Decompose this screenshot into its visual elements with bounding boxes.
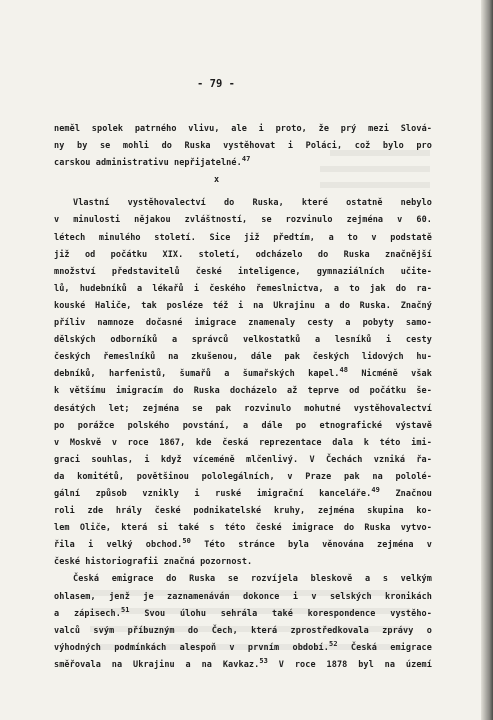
page-number: - 79 - (197, 78, 235, 90)
text-line: po porážce polského povstání, a dále po etnografické výstavě (54, 420, 432, 431)
text-line: již od počátku XIX. století, odcházelo do Ruska značnější (54, 249, 432, 260)
text-line: graci souhlas, i když víceméně mlčenlivý. V Čechách vzniká řa- (54, 454, 432, 465)
footnote-ref-52: 52 (329, 639, 338, 648)
footnote-ref-50: 50 (182, 537, 191, 546)
text-line: množství představitelů české inteligence, gymnaziálních učite- (54, 266, 432, 277)
text-line: v minulosti nějakou zvláštností, se rozvinulo zejména v 60. (54, 215, 432, 226)
text-segment: Svou úlohu sehrála také korespondence vystěho- (129, 608, 432, 619)
text-segment: V roce 1878 byl na území (268, 659, 432, 670)
text-line: da komitétů, povětšinou pololegálních, v Praze pak na pololé- (54, 471, 432, 482)
scanner-page-edge (481, 0, 493, 720)
text-line: lem Oliče, která si také s této české imigrace do Ruska vytvo- (54, 523, 432, 534)
text-line: k většímu imigracím do Ruska docházelo až teprve od počátku še- (54, 386, 432, 397)
text-line: dělských odborníků a správců velkostatků a lesníků i cesty (54, 335, 432, 346)
text-line: roli zde hrály české podnikatelské kruhy, zejména skupina ko- (54, 506, 432, 517)
text-line: desátých let; zejména se pak rozvinulo mohutné vystěhovalectví (54, 403, 432, 414)
text-line: lů, hudebníků a lékařů i českého řemeslnictva, a to jak do ra- (54, 283, 432, 294)
text-line: v Moskvě v roce 1867, kde česká reprezentace dala k této imi- (54, 437, 432, 448)
text-segment: Česká emigrace (337, 642, 432, 653)
text-line (54, 657, 432, 674)
text-line: české historiografii značná pozornost. (54, 557, 253, 568)
text-line: ohlasem, jenž je zaznamenáván dokonce i v selských kronikách (54, 591, 432, 602)
text-segment: směřovala na Ukrajinu a na Kavkaz. (54, 659, 260, 670)
body-text (54, 121, 432, 674)
text-segment: carskou administrativu nepřijatelné. (54, 158, 242, 169)
text-line: českých řemeslníků na zkušenou, dále pak českých lidových hu- (54, 352, 432, 363)
text-line (54, 537, 432, 554)
footnote-ref-49: 49 (371, 485, 380, 494)
footnote-ref-48: 48 (339, 366, 349, 375)
text-segment: Této stránce byla věnována zejména v (190, 540, 432, 551)
text-segment: výhodných podmínkách alespoň v prvním období. (54, 642, 329, 653)
text-line (54, 366, 432, 383)
text-segment: Značnou (379, 488, 432, 499)
text-line (54, 640, 432, 657)
section-separator: x (214, 175, 220, 186)
text-line: ny by se mohli do Ruska vystěhovat i Poláci, což bylo pro (54, 141, 432, 152)
text-segment: a zápisech. (54, 608, 121, 619)
text-segment: gální způsob vznikly i ruské imigrační kanceláře. (54, 488, 372, 499)
footnote-ref-53: 53 (259, 656, 268, 665)
text-segment: řila i velký obchod. (54, 540, 183, 551)
text-line: létech minulého století. Sice již předtím, a to v podstatě (54, 232, 432, 243)
text-line (54, 606, 432, 623)
text-line (54, 155, 432, 172)
text-segment: Nicméně však (348, 369, 432, 380)
footnote-ref-47: 47 (241, 155, 251, 164)
text-line: neměl spolek patrného vlivu, ale i proto, že prý mezi Slová- (54, 124, 432, 134)
text-line (54, 486, 432, 503)
text-line: Česká emigrace do Ruska se rozvíjela bleskově a s velkým (73, 574, 432, 585)
text-line: kouské Haliče, tak posléze též i na Ukrajinu a do Ruska. Značný (54, 300, 432, 311)
text-line: Vlastní vystěhovalectví do Ruska, které ostatně nebylo (73, 198, 432, 209)
footnote-ref-51: 51 (120, 605, 130, 614)
text-segment: debníků, harfenistů, šumařů a šumařských kapel. (54, 369, 340, 380)
text-line: příliv namnoze dočasné imigrace znamenaly cesty a pobyty samo- (54, 318, 432, 329)
text-line: valců svým příbuzným do Čech, která zprostředkovala zprávy o (54, 625, 432, 636)
